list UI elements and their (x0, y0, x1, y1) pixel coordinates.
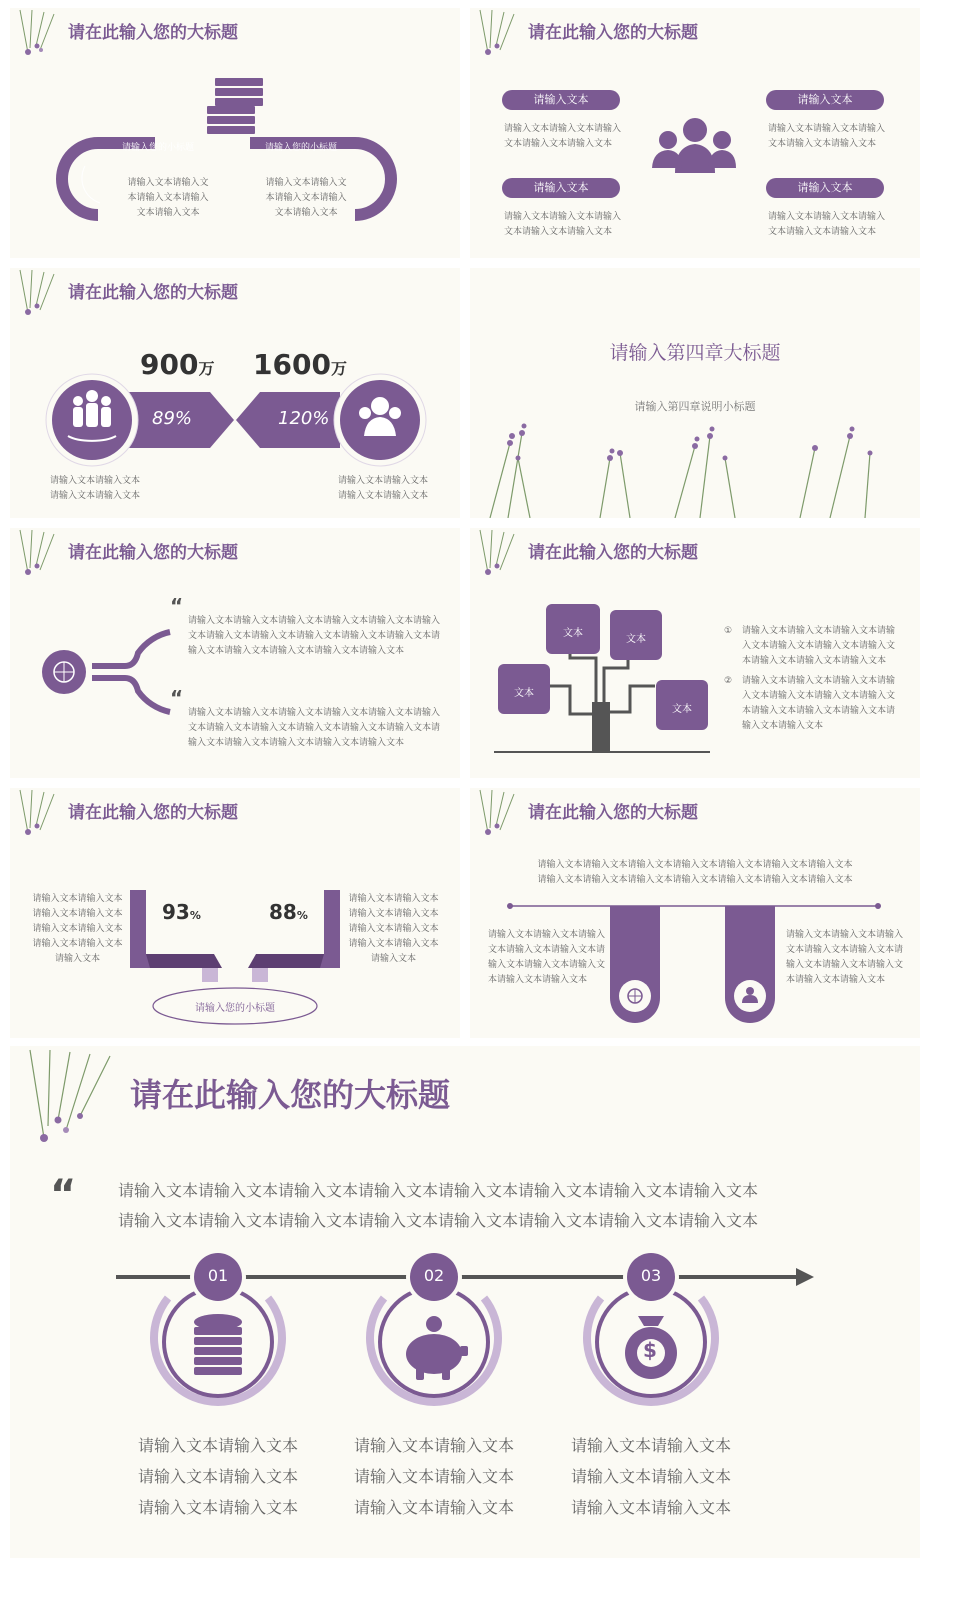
percent-right: 88% (269, 900, 308, 924)
box-label: 文本 (563, 628, 583, 639)
step-number: 03 (640, 1266, 662, 1285)
subtitle-oval-label: 请输入您的小标题 (195, 1003, 275, 1014)
chapter-subtitle: 请输入第四章说明小标题 (634, 400, 756, 413)
intro-text: 请输入文本请输入文本请输入文本请输入文本请输入文本请输入文本请输入文本 请输入文本请输入文本请输入文本请输入文本请输入文本请输入文本请输入文本 (537, 860, 853, 885)
stat-value-left: 900万 (140, 348, 215, 381)
label-pill: 请输入文本 (766, 178, 884, 198)
quote-mark: “ (170, 686, 184, 710)
page-title: 请在此输入您的大标题 (68, 283, 238, 303)
money-stack-icon (10, 8, 460, 258)
page-title: 请在此输入您的大标题 (528, 543, 698, 563)
quote-text: 请输入文本请输入文本请输入文本请输入文本请输入文本请输入文本请输入文本请输入文本 请输入文本请输入文本请输入文本请输入文本请输入文本请输入文本请输入文本请输入文本 (118, 1181, 759, 1230)
slide-8 (470, 788, 920, 1038)
stat-percent-left: 89% (152, 408, 193, 429)
label-pill: 请输入文本 (766, 90, 884, 110)
page-title: 请在此输入您的大标题 (68, 23, 238, 43)
text-block-bottom: 请输入文本请输入文本请输入文本请输入文本请输入文本请输入 文本请输入文本请输入文本请输入文本请输入文本请输入文本请 输入文本请输入文本请输入文本请输入文本请输入文本 (188, 708, 441, 748)
text-block-top: 请输入文本请输入文本请输入文本请输入文本请输入文本请输入 文本请输入文本请输入文本请输入文本请输入文本请输入文本请 输入文本请输入文本请输入文本请输入文本请输入文本 (188, 616, 441, 656)
step-text: 请输入文本请输入文本 请输入文本请输入文本 请输入文本请输入文本 (353, 1436, 514, 1517)
page-title: 请在此输入您的大标题 (68, 543, 238, 563)
text-block: 请输入文本请输入文本请输入 文本请输入文本请输入文本 (504, 212, 622, 237)
box-label: 文本 (626, 634, 646, 645)
slide-7 (10, 788, 460, 1038)
text-block: 请输入文本请输入文本请输入 文本请输入文本请输入文本 (768, 212, 886, 237)
step-text: 请输入文本请输入文本 请输入文本请输入文本 请输入文本请输入文本 (570, 1436, 731, 1517)
percent-left: 93% (162, 900, 201, 924)
text-block: 请输入文本请输入文本请输入 文本请输入文本请输入文本 (504, 124, 622, 149)
slide-1 (10, 8, 460, 258)
list-item: ① 请输入文本请输入文本请输入文本请输 入文本请输入文本请输入文本请输入文 本请输入文本请输入文本请输入文本 (724, 626, 896, 666)
subtitle-right: 请输入您的小标题 (265, 143, 338, 153)
money-bag-dollar-sign: $ (643, 1338, 657, 1362)
page-title: 请在此输入您的大标题 (528, 23, 698, 43)
slide-6 (470, 528, 920, 778)
page-title: 请在此输入您的大标题 (130, 1076, 451, 1114)
hanging-tags-graphic (470, 788, 920, 1038)
text-block-left: 请输入文本请输入文本请输入 文本请输入文本请输入文本请 输入文本请输入文本请输入文 本请输入文本请输入文本 (488, 930, 606, 985)
chapter-title: 请输入第四章大标题 (609, 342, 781, 364)
quote-mark: “ (50, 1172, 77, 1218)
box-label: 文本 (514, 688, 534, 699)
box-label: 文本 (672, 704, 692, 715)
quote-mark: “ (170, 594, 184, 618)
lavender-decoration (470, 268, 920, 518)
text-block-right: 请输入文本请输入文本请输入 文本请输入文本请输入文本请 输入文本请输入文本请输入文 本请输入文本请输入文本 (786, 930, 904, 985)
text-block-right: 请输入文本请输入文本 请输入文本请输入文本 请输入文本请输入文本 请输入文本请输入文本 请输入文本 (348, 894, 439, 964)
text-block-left: 请输入文本请输入文 本请输入文本请输入 文本请输入文本 (127, 178, 209, 218)
page-title: 请在此输入您的大标题 (528, 803, 698, 823)
subtitle-left: 请输入您的小标题 (122, 143, 195, 153)
page-title: 请在此输入您的大标题 (68, 803, 238, 823)
stat-percent-right: 120% (278, 408, 330, 429)
team-icon (470, 8, 920, 258)
step-number: 01 (207, 1266, 229, 1285)
text-block-right: 请输入文本请输入文 本请输入文本请输入 文本请输入文本 (265, 178, 347, 218)
text-block-right: 请输入文本请输入文本 请输入文本请输入文本 (338, 476, 429, 501)
label-pill: 请输入文本 (502, 90, 620, 110)
slide-5 (10, 528, 460, 778)
slide-4 (470, 268, 920, 518)
text-block-left: 请输入文本请输入文本 请输入文本请输入文本 请输入文本请输入文本 请输入文本请输入文本 请输入文本 (32, 894, 123, 964)
text-block-left: 请输入文本请输入文本 请输入文本请输入文本 (50, 476, 141, 501)
list-item: ② 请输入文本请输入文本请输入文本请输 入文本请输入文本请输入文本请输入文 本请输入文本请输入文本请输入文本请 输入文本请输入文本 (724, 676, 896, 731)
step-number: 02 (423, 1266, 445, 1285)
step-text: 请输入文本请输入文本 请输入文本请输入文本 请输入文本请输入文本 (137, 1436, 298, 1517)
slide-9 (10, 1046, 920, 1558)
stat-value-right: 1600万 (253, 348, 347, 381)
label-pill: 请输入文本 (502, 178, 620, 198)
text-block: 请输入文本请输入文本请输入 文本请输入文本请输入文本 (768, 124, 886, 149)
slide-3 (10, 268, 460, 518)
slide-2 (470, 8, 920, 258)
